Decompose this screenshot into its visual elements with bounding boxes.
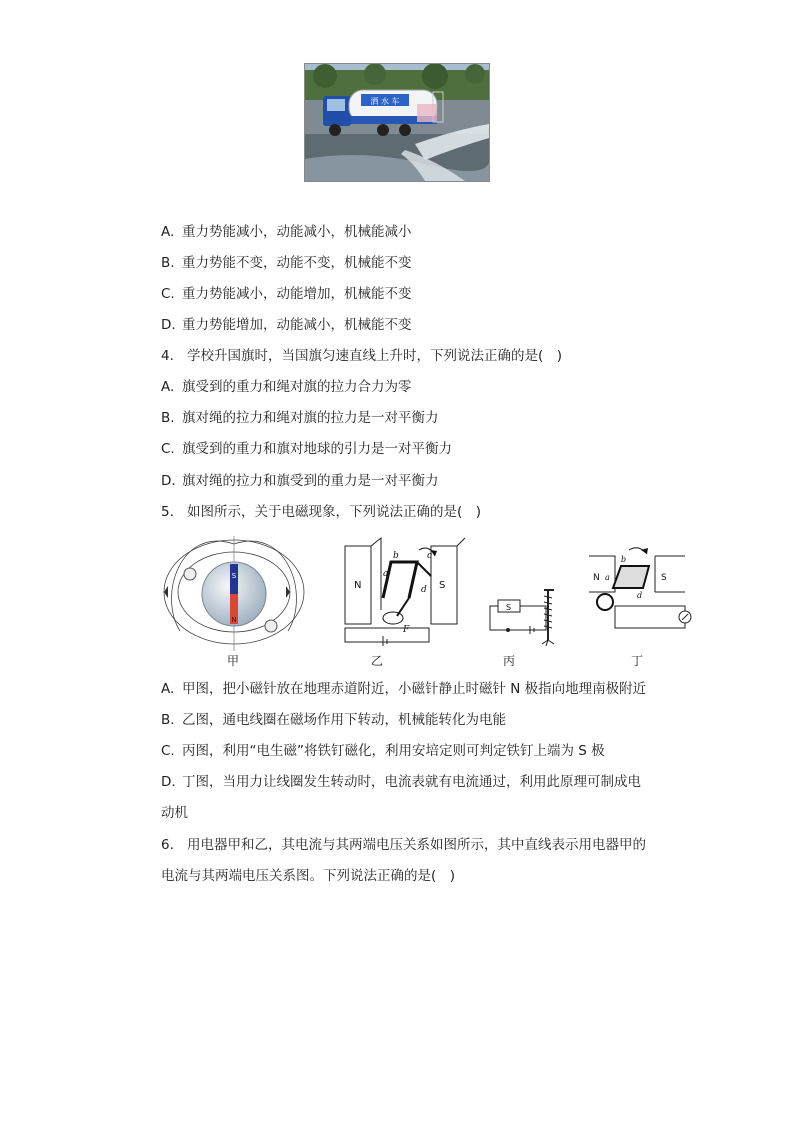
q5-option-d-wrap: 动机 xyxy=(161,805,188,821)
q5-option-d[interactable] xyxy=(161,773,641,791)
water-truck-photo xyxy=(304,63,490,182)
option-label: B. xyxy=(161,410,175,426)
option-label: B. xyxy=(161,712,175,728)
option-text: 旗受到的重力和旗对地球的引力是一对平衡力 xyxy=(182,441,452,457)
figure-yi-b-label: b xyxy=(393,551,399,561)
q5-figures xyxy=(160,536,700,668)
q5-option-c[interactable] xyxy=(161,742,605,760)
q3-option-d[interactable] xyxy=(161,316,412,334)
q6-stem-line2: 电流与其两端电压关系图。下列说法正确的是( ) xyxy=(161,868,456,884)
figure-ding-caption: 丁 xyxy=(631,654,644,668)
option-label: B. xyxy=(161,255,175,271)
q4-option-b[interactable] xyxy=(161,409,439,427)
option-label: D. xyxy=(161,473,176,489)
figure-bing-caption: 丙 xyxy=(503,654,516,668)
figure-ding-s-label: S xyxy=(661,573,667,583)
q4-option-c[interactable] xyxy=(161,440,452,458)
truck-sign-text: 洒 水 车 xyxy=(370,97,400,106)
figure-ding-generator xyxy=(585,536,700,651)
figure-bing-electromagnet xyxy=(482,536,572,651)
water-truck-illustration xyxy=(305,64,489,181)
option-text: 旗受到的重力和绳对旗的拉力合力为零 xyxy=(182,379,412,395)
option-label: D. xyxy=(161,774,176,790)
figure-jia-caption: 甲 xyxy=(227,654,240,668)
option-text: 甲图，把小磁针放在地理赤道附近，小磁针静止时磁针 N 极指向地理南极附近 xyxy=(182,681,647,697)
figure-yi-s-label: S xyxy=(439,580,446,591)
question-number: 5. xyxy=(161,504,174,520)
option-text: 重力势能增加，动能减小，机械能不变 xyxy=(182,317,412,333)
option-label: A. xyxy=(161,681,175,697)
question-stem: 学校升国旗时，当国旗匀速直线上升时，下列说法正确的是( ) xyxy=(187,348,563,364)
q4-option-a[interactable] xyxy=(161,378,412,396)
q4-option-d[interactable] xyxy=(161,472,439,490)
figure-yi-f-label: F xyxy=(403,625,410,635)
figure-yi-d-label: d xyxy=(421,585,427,595)
option-text: 乙图，通电线圈在磁场作用下转动，机械能转化为电能 xyxy=(182,712,506,728)
figure-yi-n-label: N xyxy=(354,580,362,591)
q3-option-c[interactable] xyxy=(161,285,412,303)
question-number: 6. xyxy=(161,837,174,853)
option-text: 重力势能减小，动能减小，机械能减小 xyxy=(182,224,412,240)
q6-stem-line1 xyxy=(161,836,646,854)
figure-bing-s-label: S xyxy=(506,603,512,612)
option-label: A. xyxy=(161,379,175,395)
q5-stem xyxy=(161,503,481,521)
q4-stem xyxy=(161,347,562,365)
figure-ding-n-label: N xyxy=(593,573,600,583)
option-label: D. xyxy=(161,317,176,333)
figure-ding-d-label: d xyxy=(637,591,643,600)
option-text: 丙图，利用“电生磁”将铁钉磁化，利用安培定则可判定铁钉上端为 S 极 xyxy=(182,743,605,759)
option-label: C. xyxy=(161,743,175,759)
question-stem: 如图所示，关于电磁现象，下列说法正确的是( ) xyxy=(187,504,482,520)
option-text: 重力势能减小，动能增加，机械能不变 xyxy=(182,286,412,302)
q3-option-b[interactable] xyxy=(161,254,412,272)
q5-option-a[interactable] xyxy=(161,680,646,698)
question-stem: 用电器甲和乙，其电流与其两端电压关系如图所示，其中直线表示用电器甲的 xyxy=(187,837,646,853)
question-number: 4. xyxy=(161,348,174,364)
option-label: A. xyxy=(161,224,175,240)
figure-yi-a-label: a xyxy=(383,569,389,579)
figure-yi-caption: 乙 xyxy=(371,654,384,668)
q3-option-a[interactable] xyxy=(161,223,412,241)
q5-option-b[interactable] xyxy=(161,711,506,729)
option-text: 重力势能不变，动能不变，机械能不变 xyxy=(182,255,412,271)
option-text: 旗对绳的拉力和绳对旗的拉力是一对平衡力 xyxy=(182,410,439,426)
figure-jia-earth-magnetism xyxy=(160,536,310,651)
figure-yi-motor xyxy=(335,536,465,651)
option-text: 旗对绳的拉力和旗受到的重力是一对平衡力 xyxy=(182,473,439,489)
figure-jia-s-label: S xyxy=(231,572,237,580)
figure-ding-a-label: a xyxy=(605,573,610,582)
option-label: C. xyxy=(161,441,175,457)
figure-ding-b-label: b xyxy=(621,555,627,564)
figure-jia-n-label: N xyxy=(231,616,237,624)
option-text: 丁图，当用力让线圈发生转动时，电流表就有电流通过，利用此原理可制成电 xyxy=(182,774,641,790)
option-label: C. xyxy=(161,286,175,302)
figure-yi-c-label: c xyxy=(427,551,433,561)
